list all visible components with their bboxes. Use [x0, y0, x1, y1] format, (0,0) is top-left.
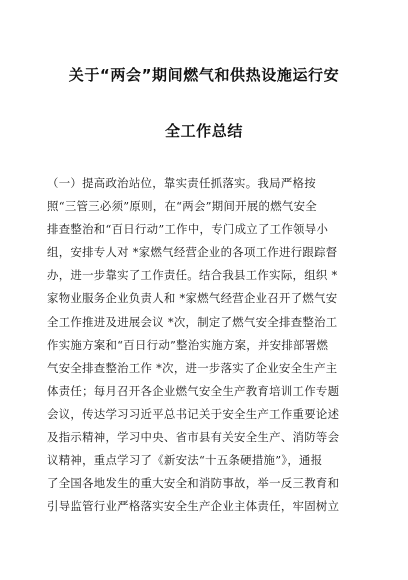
document-body — [47, 172, 365, 518]
body-line: 气安全排查整治工作 *次，进一步落实了企业安全生产主 — [47, 360, 338, 375]
body-line: 家物业服务企业负责人和 *家燃气经营企业召开了燃气安 — [47, 291, 338, 306]
body-line: 议精神，重点学习了《新安法“十五条硬措施”》，通报 — [47, 453, 323, 468]
body-line: 全工作推进及进展会议 *次，制定了燃气安全排查整治工 — [47, 314, 338, 329]
body-line: 体责任；每月召开各企业燃气安全生产教育培训工作专题 — [47, 383, 340, 398]
body-line: （一）提高政治站位，靠实责任抓落实。我局严格按 — [47, 176, 316, 190]
body-line: 照“三管三必须”原则，在“两会”期间开展的燃气安全 — [47, 199, 317, 214]
body-line: 及指示精神，学习中央、省市县有关安全生产、消防等会 — [47, 430, 340, 445]
document-title-line-1: 关于“两会”期间燃气和供热设施运行安 — [68, 66, 340, 84]
body-line: 排查整治和“百日行动”工作中，专门成立了工作领导小 — [47, 222, 329, 237]
body-line: 引导监管行业严格落实安全生产企业主体责任，牢固树立 — [47, 499, 340, 514]
document-title-line-2: 全工作总结 — [164, 122, 243, 140]
body-line: 了全国各地发生的重大安全和消防事故，举一反三教育和 — [47, 476, 340, 491]
body-line: 会议，传达学习习近平总书记关于安全生产工作重要论述 — [47, 406, 340, 421]
body-line: 组，安排专人对 *家燃气经营企业的各项工作进行跟踪督 — [47, 245, 338, 260]
body-line: 作实施方案和“百日行动”整治实施方案，并安排部署燃 — [47, 337, 329, 352]
body-line: 办，进一步靠实了工作责任。结合我县工作实际，组织 * — [47, 268, 338, 283]
